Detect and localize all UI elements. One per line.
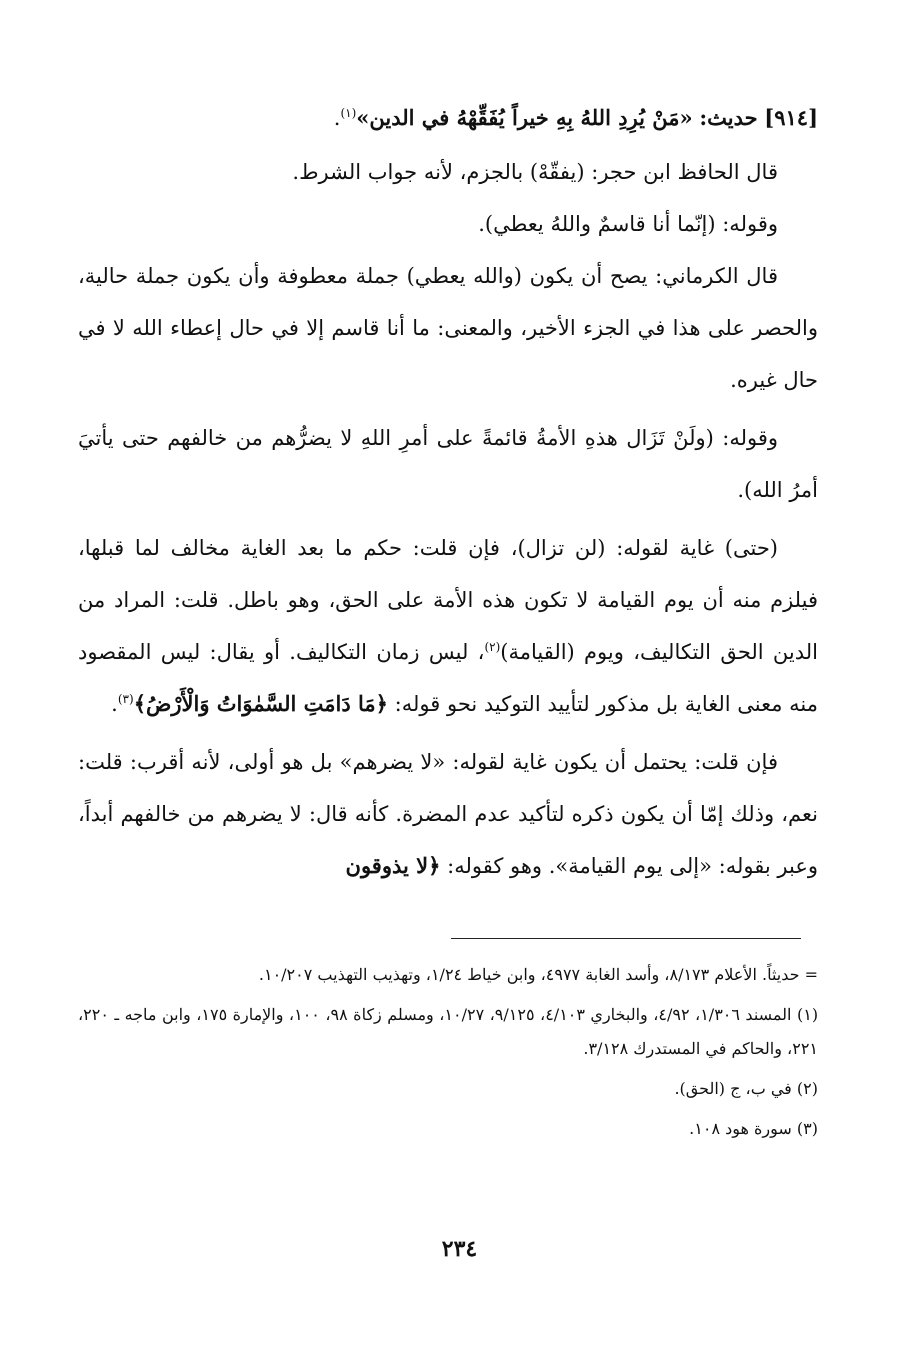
footnote-ref-3: (٣) [117, 692, 134, 706]
paragraph-qawluhu-1: وقوله: (إنّما أنا قاسمٌ واللهُ يعطي). [478, 212, 778, 236]
page-number: ٢٣٤ [441, 1236, 478, 1262]
paragraph-hatta-part-1: (حتى) غاية لقوله: (لن تزال)، فإن قلت: حكم ما بعد الغاية مخالف لما قبلها، فيلزم منه أن يوم القيامة لا تكون هذه الأمة على الحق، وهو باطل. قلت: المراد من الدين الحق التكاليف، ويوم (القيامة) [78, 536, 819, 664]
paragraph-kirmani: قال الكرماني: يصح أن يكون (والله يعطي) جملة معطوفة وأن يكون جملة حالية، والحصر على هذا في الجزء الأخير، والمعنى: ما أنا قاسم إلا في حال إعطاء الله لا في حال غيره. [78, 264, 818, 392]
paragraph-hatta [78, 522, 818, 730]
footnote-ref-1: (١) [340, 106, 357, 120]
footnote-continuation: = حديثاً. الأعلام ٨/١٧٣، وأسد الغابة ٤٩٧٧، وابن خياط ١/٢٤، وتهذيب التهذيب ١٠/٢٠٧. [258, 965, 818, 984]
paragraph-fa-in-qulta-text: فإن قلت: يحتمل أن يكون غاية لقوله: «لا يضرهم» بل هو أولى، لأنه أقرب: قلت: نعم، وذلك إمّا أن يكون ذكره لتأكيد عدم المضرة. كأنه قال: لا يضرهم من خالفهم أبداً، وعبر بقوله: «إلى يوم القيامة». وهو كقوله: [78, 750, 818, 878]
paragraph-hatta-part-2: ، ليس زمان التكاليف. أو يقال: ليس المقصود منه معنى الغاية بل مذكور لتأييد التوكيد نحو قوله: [78, 640, 818, 716]
hadith-heading [78, 92, 818, 144]
footnotes [78, 958, 818, 1152]
main-text [78, 92, 818, 892]
hadith-number: [٩١٤] [764, 105, 818, 130]
hadith-label: حديث: [699, 105, 758, 130]
quran-verse-2: ﴿لا يذوقون [345, 853, 441, 878]
footnote-3: (٣) سورة هود ١٠٨. [689, 1119, 818, 1138]
hadith-end: . [333, 106, 341, 130]
hadith-text: «مَنْ يُرِدِ اللهُ بِهِ خيراً يُفَقِّهْهُ في الدين» [356, 105, 693, 130]
paragraph-ibn-hajar: قال الحافظ ابن حجر: (يفقّهْ) بالجزم، لأنه جواب الشرط. [292, 160, 778, 184]
paragraph-qawluhu-2: وقوله: (ولَنْ تَزَال هذهِ الأمةُ قائمةً على أمرِ اللهِ لا يضرُّهم من خالفهم حتى يأتيَ أمرُ الله). [78, 426, 818, 502]
footnote-separator [451, 938, 801, 939]
paragraph-hatta-end: . [111, 692, 118, 716]
footnote-1: (١) المسند ١/٣٠٦، ٤/٩٢، والبخاري ٤/١٠٣، ٩/١٢٥، ١٠/٢٧، ومسلم زكاة ٩٨، ١٠٠، والإمارة ١٧٥، وابن ماجه ـ ٢٢٠، ٢٢١، والحاكم في المستدرك ٣/١٢٨. [78, 1005, 819, 1058]
footnote-2: (٢) في ب، ج (الحق). [674, 1079, 818, 1098]
footnote-ref-2: (٢) [484, 640, 501, 654]
paragraph-fa-in-qulta [78, 736, 818, 892]
quran-verse-1: ﴿مَا دَامَتِ السَّمٰوَاتُ وَالْأَرْضُ﴾ [133, 691, 388, 716]
